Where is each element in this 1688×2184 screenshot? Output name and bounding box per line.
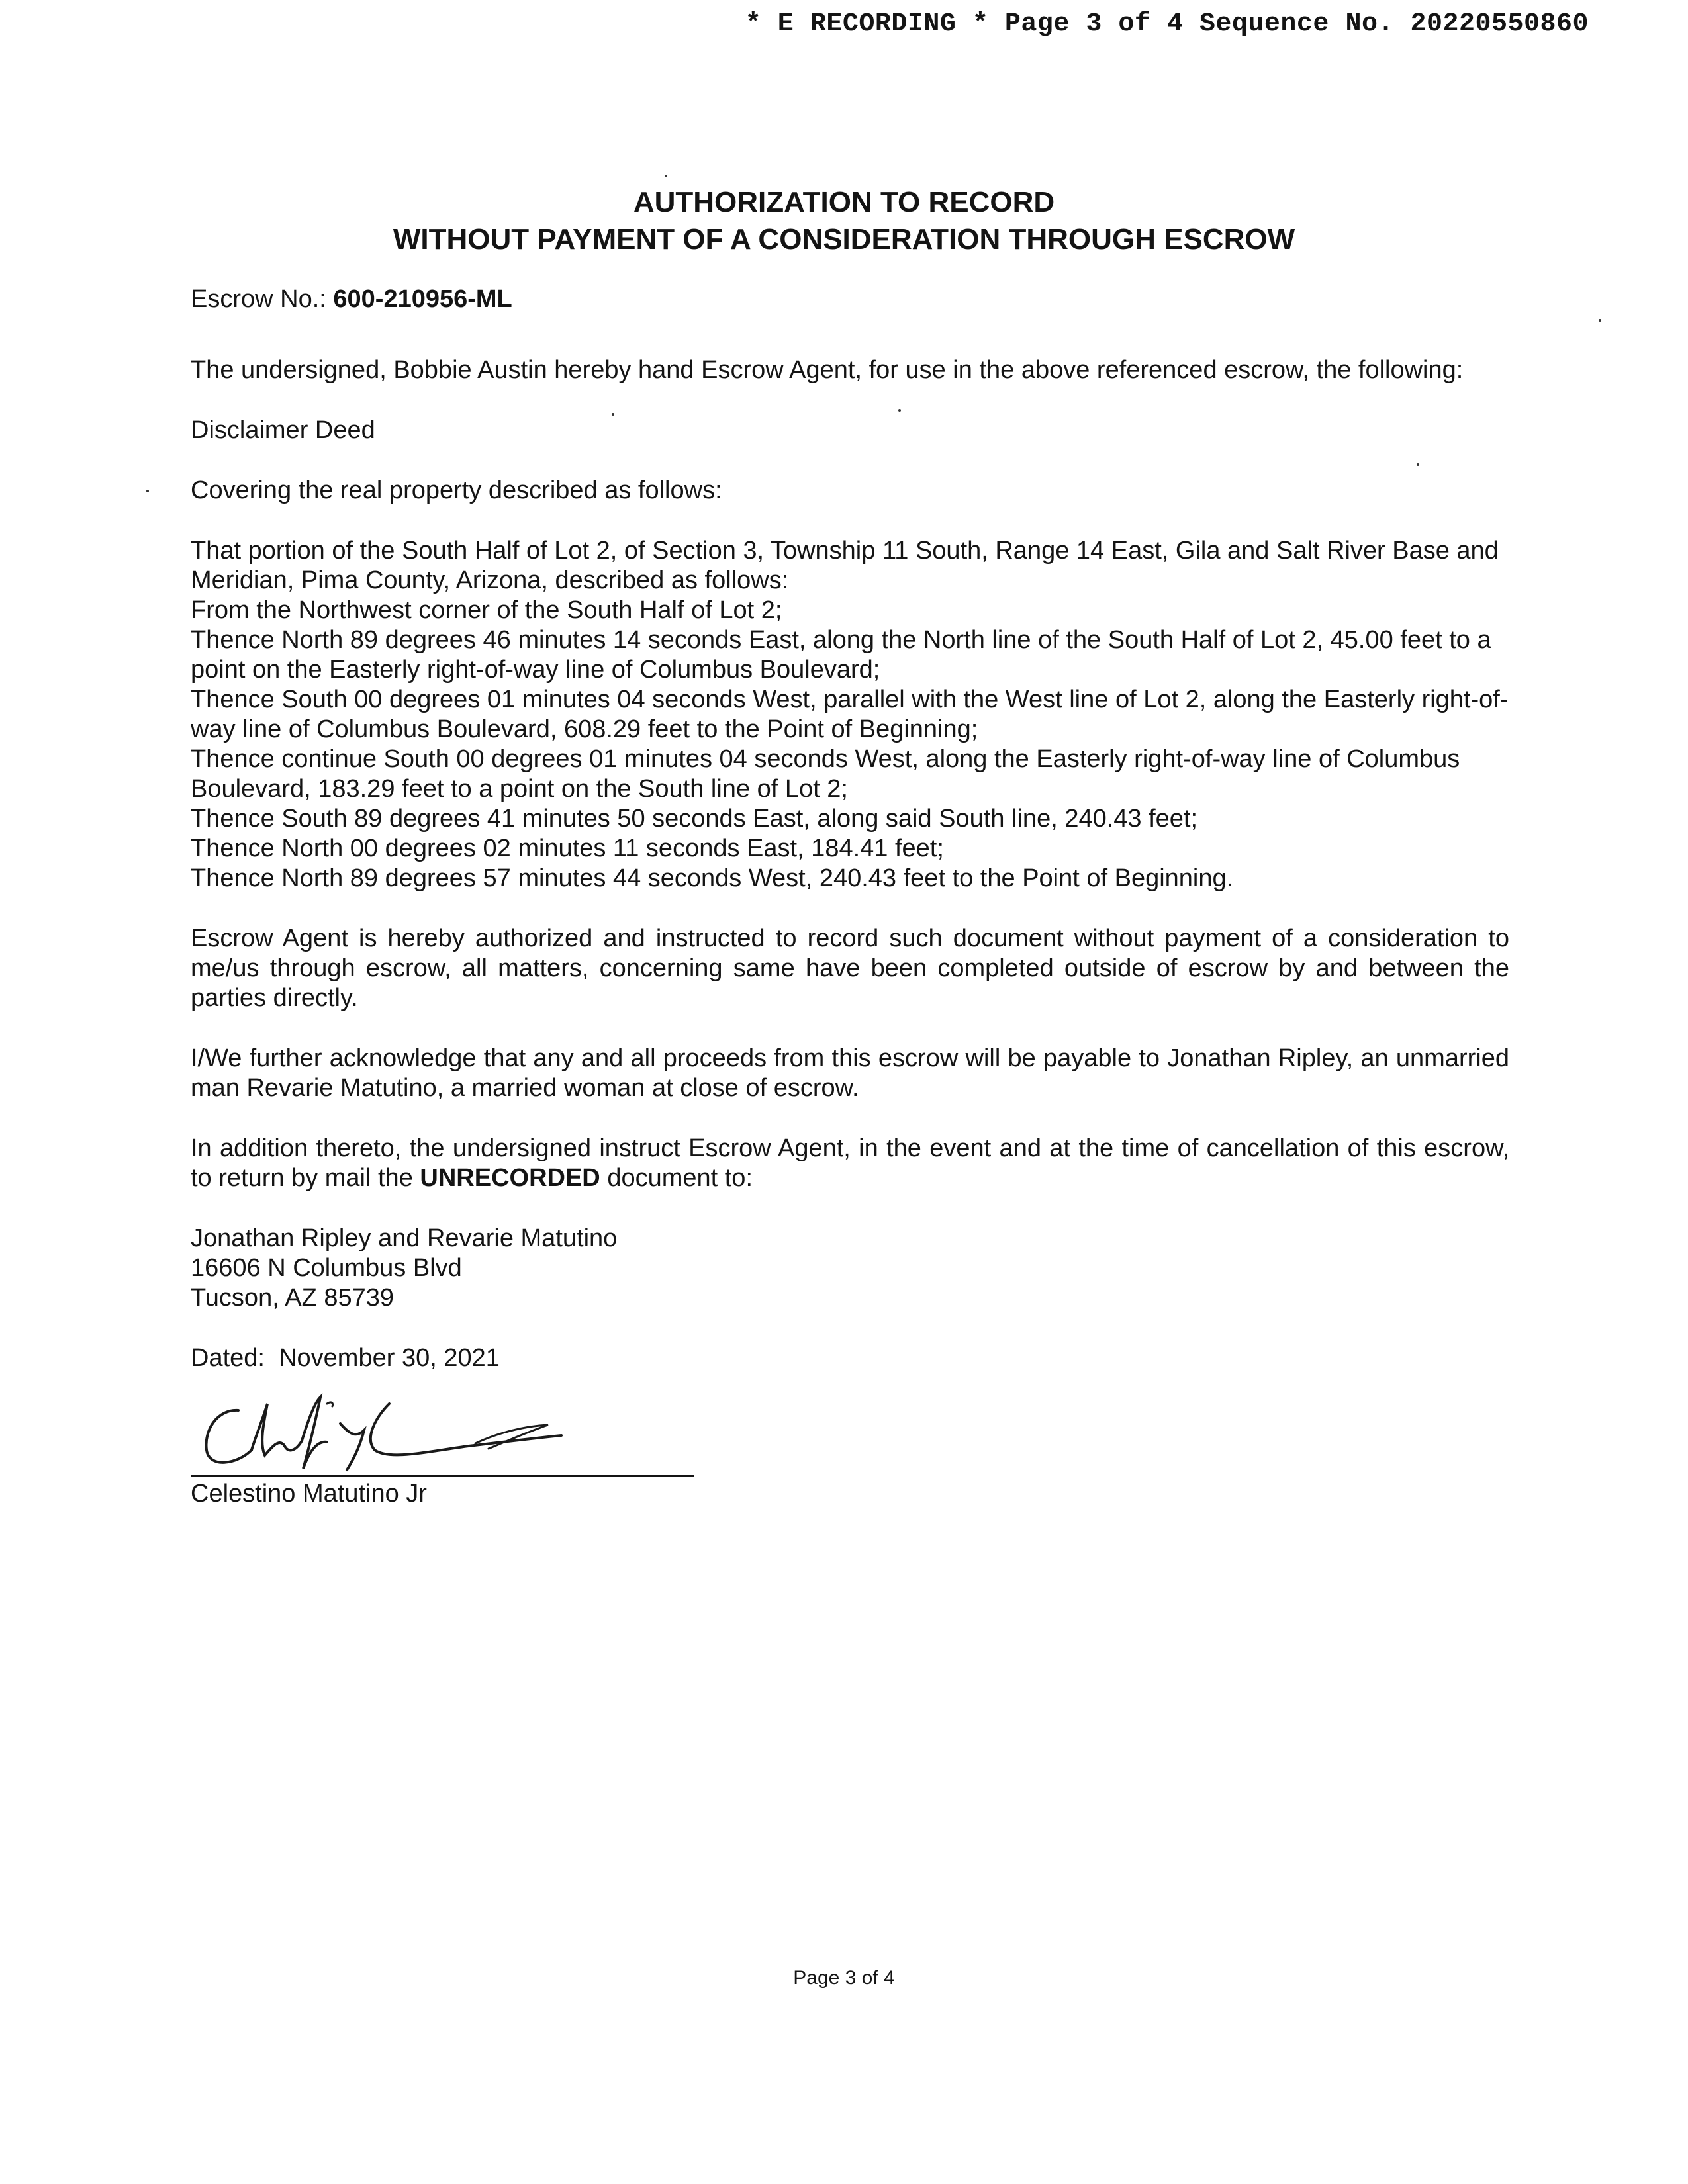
escrow-number-label: Escrow No.: [191,285,326,313]
title-line-2: WITHOUT PAYMENT OF A CONSIDERATION THROUGH ESCROW [393,223,1295,255]
cancellation-text: In addition thereto, the undersigned instruct Escrow Agent, in the event and at the time of cancellation of this escrow, to return by mail the [191,1134,1509,1192]
scan-speck [898,409,901,412]
recording-stamp: * E RECORDING * Page 3 of 4 Sequence No. 20220550860 [745,9,1589,39]
page-title [0,184,1688,258]
legal-line: Thence South 89 degrees 41 minutes 50 seconds East, along said South line, 240.43 feet; [191,805,1198,833]
escrow-number-line [191,285,1509,314]
legal-description [191,536,1509,893]
signature-line [191,1475,694,1477]
legal-line: That portion of the South Half of Lot 2, of Section 3, Township 11 South, Range 14 East, Gila and Salt River Base and Meridian, Pima County, Arizona, described as follows: [191,537,1499,594]
document-name: Disclaimer Deed [191,416,375,444]
signature-block [191,1377,1509,1510]
dated-value: November 30, 2021 [279,1344,500,1372]
signature-icon [191,1377,694,1477]
scan-speck [1417,463,1419,466]
legal-line: From the Northwest corner of the South Half of Lot 2; [191,596,782,624]
escrow-number-value: 600-210956-ML [333,285,512,313]
cancellation-text-end: document to: [607,1164,753,1192]
legal-line: Thence North 89 degrees 46 minutes 14 seconds East, along the North line of the South Half of Lot 2, 45.00 feet to a point on the Easterly right-of-way line of Columbus Boulevard; [191,626,1491,684]
address-name: Jonathan Ripley and Revarie Matutino [191,1224,618,1252]
legal-line: Thence South 00 degrees 01 minutes 04 seconds West, parallel with the West line of Lot 2, along the Easterly right-of-way line of Columbus Boulevard, 608.29 feet to the Point of Beginning; [191,686,1509,743]
page-number-footer: Page 3 of 4 [793,1967,895,1989]
document-body [191,285,1509,1510]
scan-speck [665,175,667,177]
scan-speck [1599,319,1601,322]
legal-line: Thence North 00 degrees 02 minutes 11 seconds East, 184.41 feet; [191,835,944,862]
address-city: Tucson, AZ 85739 [191,1284,395,1312]
scan-speck [612,413,614,416]
acknowledgement-paragraph: I/We further acknowledge that any and all proceeds from this escrow will be payable to Jonathan Ripley, an unmarried man Revarie Matutino, a married woman at close of escrow. [191,1044,1509,1102]
signatory-name: Celestino Matutino Jr [191,1480,427,1508]
title-line-1: AUTHORIZATION TO RECORD [633,186,1055,218]
return-address [191,1224,1509,1313]
cancellation-paragraph [191,1134,1509,1193]
scan-speck [146,490,149,492]
legal-line: Thence North 89 degrees 57 minutes 44 seconds West, 240.43 feet to the Point of Beginning. [191,864,1234,892]
legal-line: Thence continue South 00 degrees 01 minutes 04 seconds West, along the Easterly right-of-way line of Columbus Boulevard, 183.29 feet to a point on the South line of Lot 2; [191,745,1460,803]
covering-line: Covering the real property described as follows: [191,477,722,504]
unrecorded-emphasis: UNRECORDED [420,1164,600,1192]
dated-label: Dated: [191,1344,265,1372]
dated-line [191,1343,1509,1373]
address-street: 16606 N Columbus Blvd [191,1254,462,1282]
authorization-paragraph: Escrow Agent is hereby authorized and instructed to record such document without payment of a consideration to me/us through escrow, all matters, concerning same have been completed outside of escrow by and between the parties directly. [191,925,1509,1012]
intro-paragraph: The undersigned, Bobbie Austin hereby hand Escrow Agent, for use in the above referenced escrow, the following: [191,356,1464,384]
